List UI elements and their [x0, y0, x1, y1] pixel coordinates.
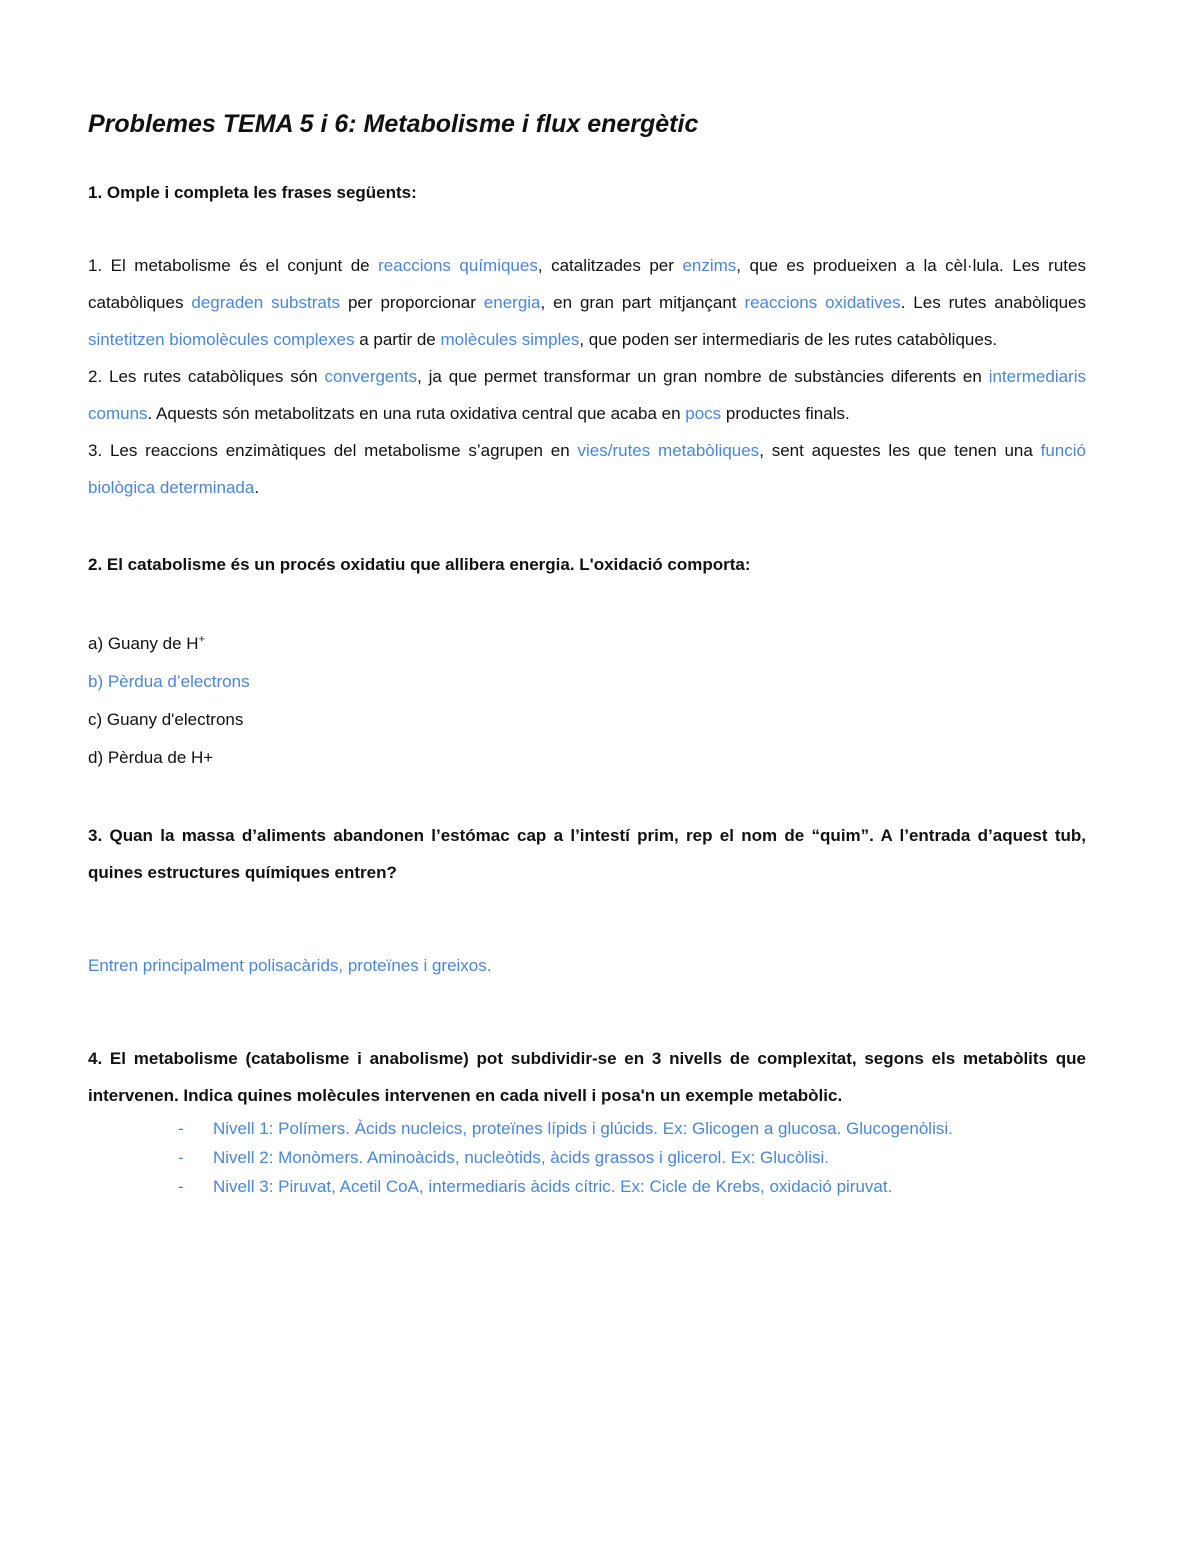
question-1-sentence-1: [88, 247, 1086, 358]
sentence-text: , que es produeixen a la cèl·lula. Les rutes catabòliques: [88, 256, 1086, 312]
sentence-text: 1. El metabolisme és el conjunt de: [88, 256, 379, 275]
document-content: [88, 104, 1086, 1201]
level-3-item: [88, 1172, 1086, 1201]
fill-in-answer: reaccions oxidatives: [744, 293, 901, 312]
level-1-text: Nivell 1: Polímers. Àcids nucleics, proteïnes lípids i glúcids. Ex: Glicogen a glucosa. Glucogenòlisi.: [213, 1119, 953, 1138]
sentence-text: . Aquests són metabolitzats en una ruta oxidativa central que acaba en: [147, 404, 686, 423]
sentence-text: , ja que permet transformar un gran nombre de substàncies diferents en: [417, 367, 989, 386]
question-3-answer: Entren principalment polisacàrids, proteïnes i greixos.: [88, 956, 492, 975]
sentence-text: , sent aquestes les que tenen una: [759, 441, 1041, 460]
question-3-heading: 3. Quan la massa d’aliments abandonen l’estómac cap a l’intestí prim, rep el nom de “quim”. A l’entrada d’aquest tub, quines estructures químiques entren?: [88, 826, 1086, 882]
fill-in-answer: molècules simples: [440, 330, 580, 349]
option-a: [88, 625, 1086, 663]
fill-in-answer: degraden substrats: [191, 293, 341, 312]
question-2-heading: 2. El catabolisme és un procés oxidatiu que allibera energia. L'oxidació comporta:: [88, 555, 751, 574]
sentence-text: productes finals.: [721, 404, 850, 423]
list-dash: -: [178, 1148, 184, 1167]
fill-in-answer: sintetitzen biomolècules complexes: [88, 330, 355, 349]
level-2-item: [88, 1143, 1086, 1172]
sentence-text: per proporcionar: [340, 293, 484, 312]
sentence-text: 3. Les reaccions enzimàtiques del metabolisme s’agrupen en: [88, 441, 578, 460]
fill-in-answer: vies/rutes metabòliques: [577, 441, 760, 460]
option-b-answer: b) Pèrdua d’electrons: [88, 672, 250, 691]
sentence-text: , en gran part mitjançant: [540, 293, 745, 312]
option-a-text: a) Guany de H: [88, 634, 199, 653]
question-1-sentence-2: [88, 358, 1086, 432]
list-dash: -: [178, 1177, 184, 1196]
question-2-options: [88, 625, 1086, 777]
fill-in-answer: enzims: [682, 256, 737, 275]
level-1-item: [88, 1114, 1086, 1143]
level-2-text: Nivell 2: Monòmers. Aminoàcids, nucleòtids, àcids grassos i glicerol. Ex: Glucòlisi.: [213, 1148, 830, 1167]
option-c: c) Guany d'electrons: [88, 710, 244, 729]
fill-in-answer: pocs: [685, 404, 722, 423]
fill-in-answer: reaccions químiques: [378, 256, 538, 275]
sentence-text: , catalitzades per: [537, 256, 683, 275]
question-4-heading: 4. El metabolisme (catabolisme i anabolisme) pot subdividir-se en 3 nivells de complexitat, segons els metabòlits que intervenen. Indica quines molècules intervenen en cada nivell i posa'n un exemple metabòlic.: [88, 1049, 1086, 1105]
option-d: d) Pèrdua de H+: [88, 748, 214, 767]
fill-in-answer: funció biològica determinada: [88, 441, 1086, 497]
fill-in-answer: energia: [483, 293, 541, 312]
option-a-superscript: +: [198, 633, 205, 646]
document-title: Problemes TEMA 5 i 6: Metabolisme i flux energètic: [88, 110, 699, 138]
sentence-text: .: [254, 478, 260, 497]
sentence-text: . Les rutes anabòliques: [900, 293, 1086, 312]
question-4-levels: [88, 1114, 1086, 1201]
sentence-text: , que poden ser intermediaris de les rutes catabòliques.: [579, 330, 998, 349]
fill-in-answer: intermediaris comuns: [88, 367, 1086, 423]
sentence-text: a partir de: [354, 330, 441, 349]
question-1-heading: 1. Omple i completa les frases següents:: [88, 183, 417, 202]
fill-in-answer: convergents: [324, 367, 418, 386]
level-3-text: Nivell 3: Piruvat, Acetil CoA, intermediaris àcids cítric. Ex: Cicle de Krebs, oxidació piruvat.: [213, 1177, 893, 1196]
list-dash: -: [178, 1119, 184, 1138]
sentence-text: 2. Les rutes catabòliques són: [88, 367, 325, 386]
question-1-sentence-3: [88, 432, 1086, 506]
